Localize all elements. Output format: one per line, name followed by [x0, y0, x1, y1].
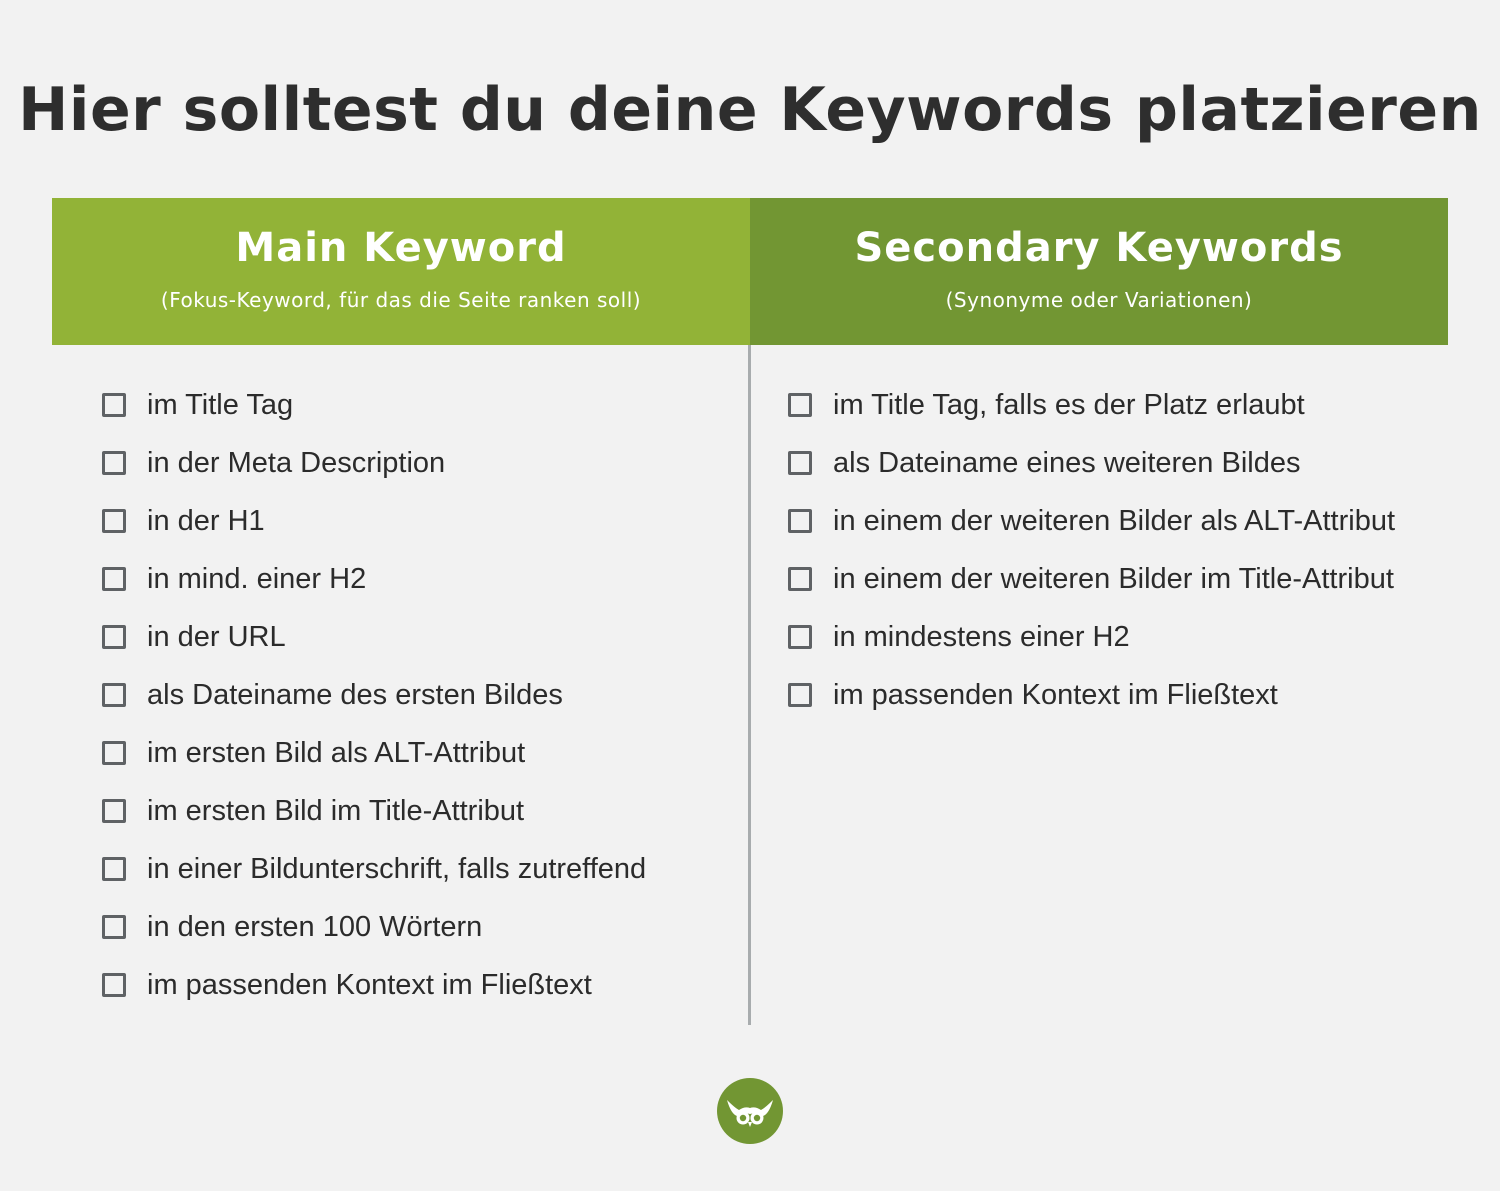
checklist-item — [788, 608, 1395, 666]
checkbox[interactable] — [788, 683, 812, 707]
checkbox[interactable] — [788, 451, 812, 475]
checklist-item-label: in einer Bildunterschrift, falls zutreffend — [147, 853, 647, 885]
checklist-item — [102, 434, 646, 492]
checkbox[interactable] — [102, 509, 126, 533]
checklist-item-label: in mindestens einer H2 — [833, 621, 1130, 653]
checklist-item-label: in mind. einer H2 — [147, 563, 367, 595]
page-title: Hier solltest du deine Keywords platzieren — [18, 75, 1482, 145]
checkbox[interactable] — [102, 741, 126, 765]
checklist-item-label: im passenden Kontext im Fließtext — [833, 679, 1278, 711]
checkbox[interactable] — [102, 451, 126, 475]
checklist-item — [102, 376, 646, 434]
secondary-keywords-checklist — [788, 376, 1395, 724]
checklist-item-label: im ersten Bild als ALT-Attribut — [147, 737, 526, 769]
checklist-item — [102, 666, 646, 724]
checkbox[interactable] — [788, 509, 812, 533]
checklist-item-label: im Title Tag — [147, 389, 294, 421]
owl-icon — [717, 1078, 783, 1144]
checkbox[interactable] — [102, 625, 126, 649]
main-keyword-subheading: (Fokus-Keyword, für das die Seite ranken soll) — [160, 288, 642, 312]
checklist-item-label: in der Meta Description — [147, 447, 446, 479]
secondary-keywords-header — [750, 198, 1448, 345]
checklist-item-label: in der URL — [147, 621, 286, 653]
checkbox[interactable] — [788, 625, 812, 649]
checklist-item-label: in einem der weiteren Bilder als ALT-Attribut — [833, 505, 1396, 537]
main-keyword-checklist — [102, 376, 646, 1014]
checklist-item-label: im Title Tag, falls es der Platz erlaubt — [833, 389, 1305, 421]
main-keyword-header — [52, 198, 750, 345]
checklist-item — [102, 550, 646, 608]
checklist-item — [788, 376, 1395, 434]
checkbox[interactable] — [102, 915, 126, 939]
checklist-item — [102, 608, 646, 666]
secondary-keywords-subheading: (Synonyme oder Variationen) — [945, 288, 1253, 312]
checklist-item-label: in einem der weiteren Bilder im Title-Attribut — [833, 563, 1394, 595]
checkbox[interactable] — [102, 393, 126, 417]
checklist-item — [102, 956, 646, 1014]
checklist-item — [102, 840, 646, 898]
checklist-item — [788, 550, 1395, 608]
main-keyword-heading: Main Keyword — [235, 225, 567, 271]
checklist-item-label: in den ersten 100 Wörtern — [147, 911, 483, 943]
checkbox[interactable] — [102, 857, 126, 881]
checklist-item-label: als Dateiname eines weiteren Bildes — [833, 447, 1301, 479]
checklist-item-label: als Dateiname des ersten Bildes — [147, 679, 563, 711]
checkbox[interactable] — [788, 393, 812, 417]
checklist-item-label: in der H1 — [147, 505, 265, 537]
secondary-keywords-heading: Secondary Keywords — [854, 225, 1344, 271]
checkbox[interactable] — [102, 799, 126, 823]
checklist-item-label: im passenden Kontext im Fließtext — [147, 969, 592, 1001]
checklist-item — [102, 724, 646, 782]
checkbox[interactable] — [102, 973, 126, 997]
checklist-item-label: im ersten Bild im Title-Attribut — [147, 795, 525, 827]
checklist-item — [102, 492, 646, 550]
checklist-item — [788, 666, 1395, 724]
checklist-item — [788, 492, 1395, 550]
column-divider — [748, 345, 751, 1025]
checkbox[interactable] — [102, 683, 126, 707]
checkbox[interactable] — [788, 567, 812, 591]
checklist-item — [102, 898, 646, 956]
checklist-item — [788, 434, 1395, 492]
checkbox[interactable] — [102, 567, 126, 591]
checklist-item — [102, 782, 646, 840]
